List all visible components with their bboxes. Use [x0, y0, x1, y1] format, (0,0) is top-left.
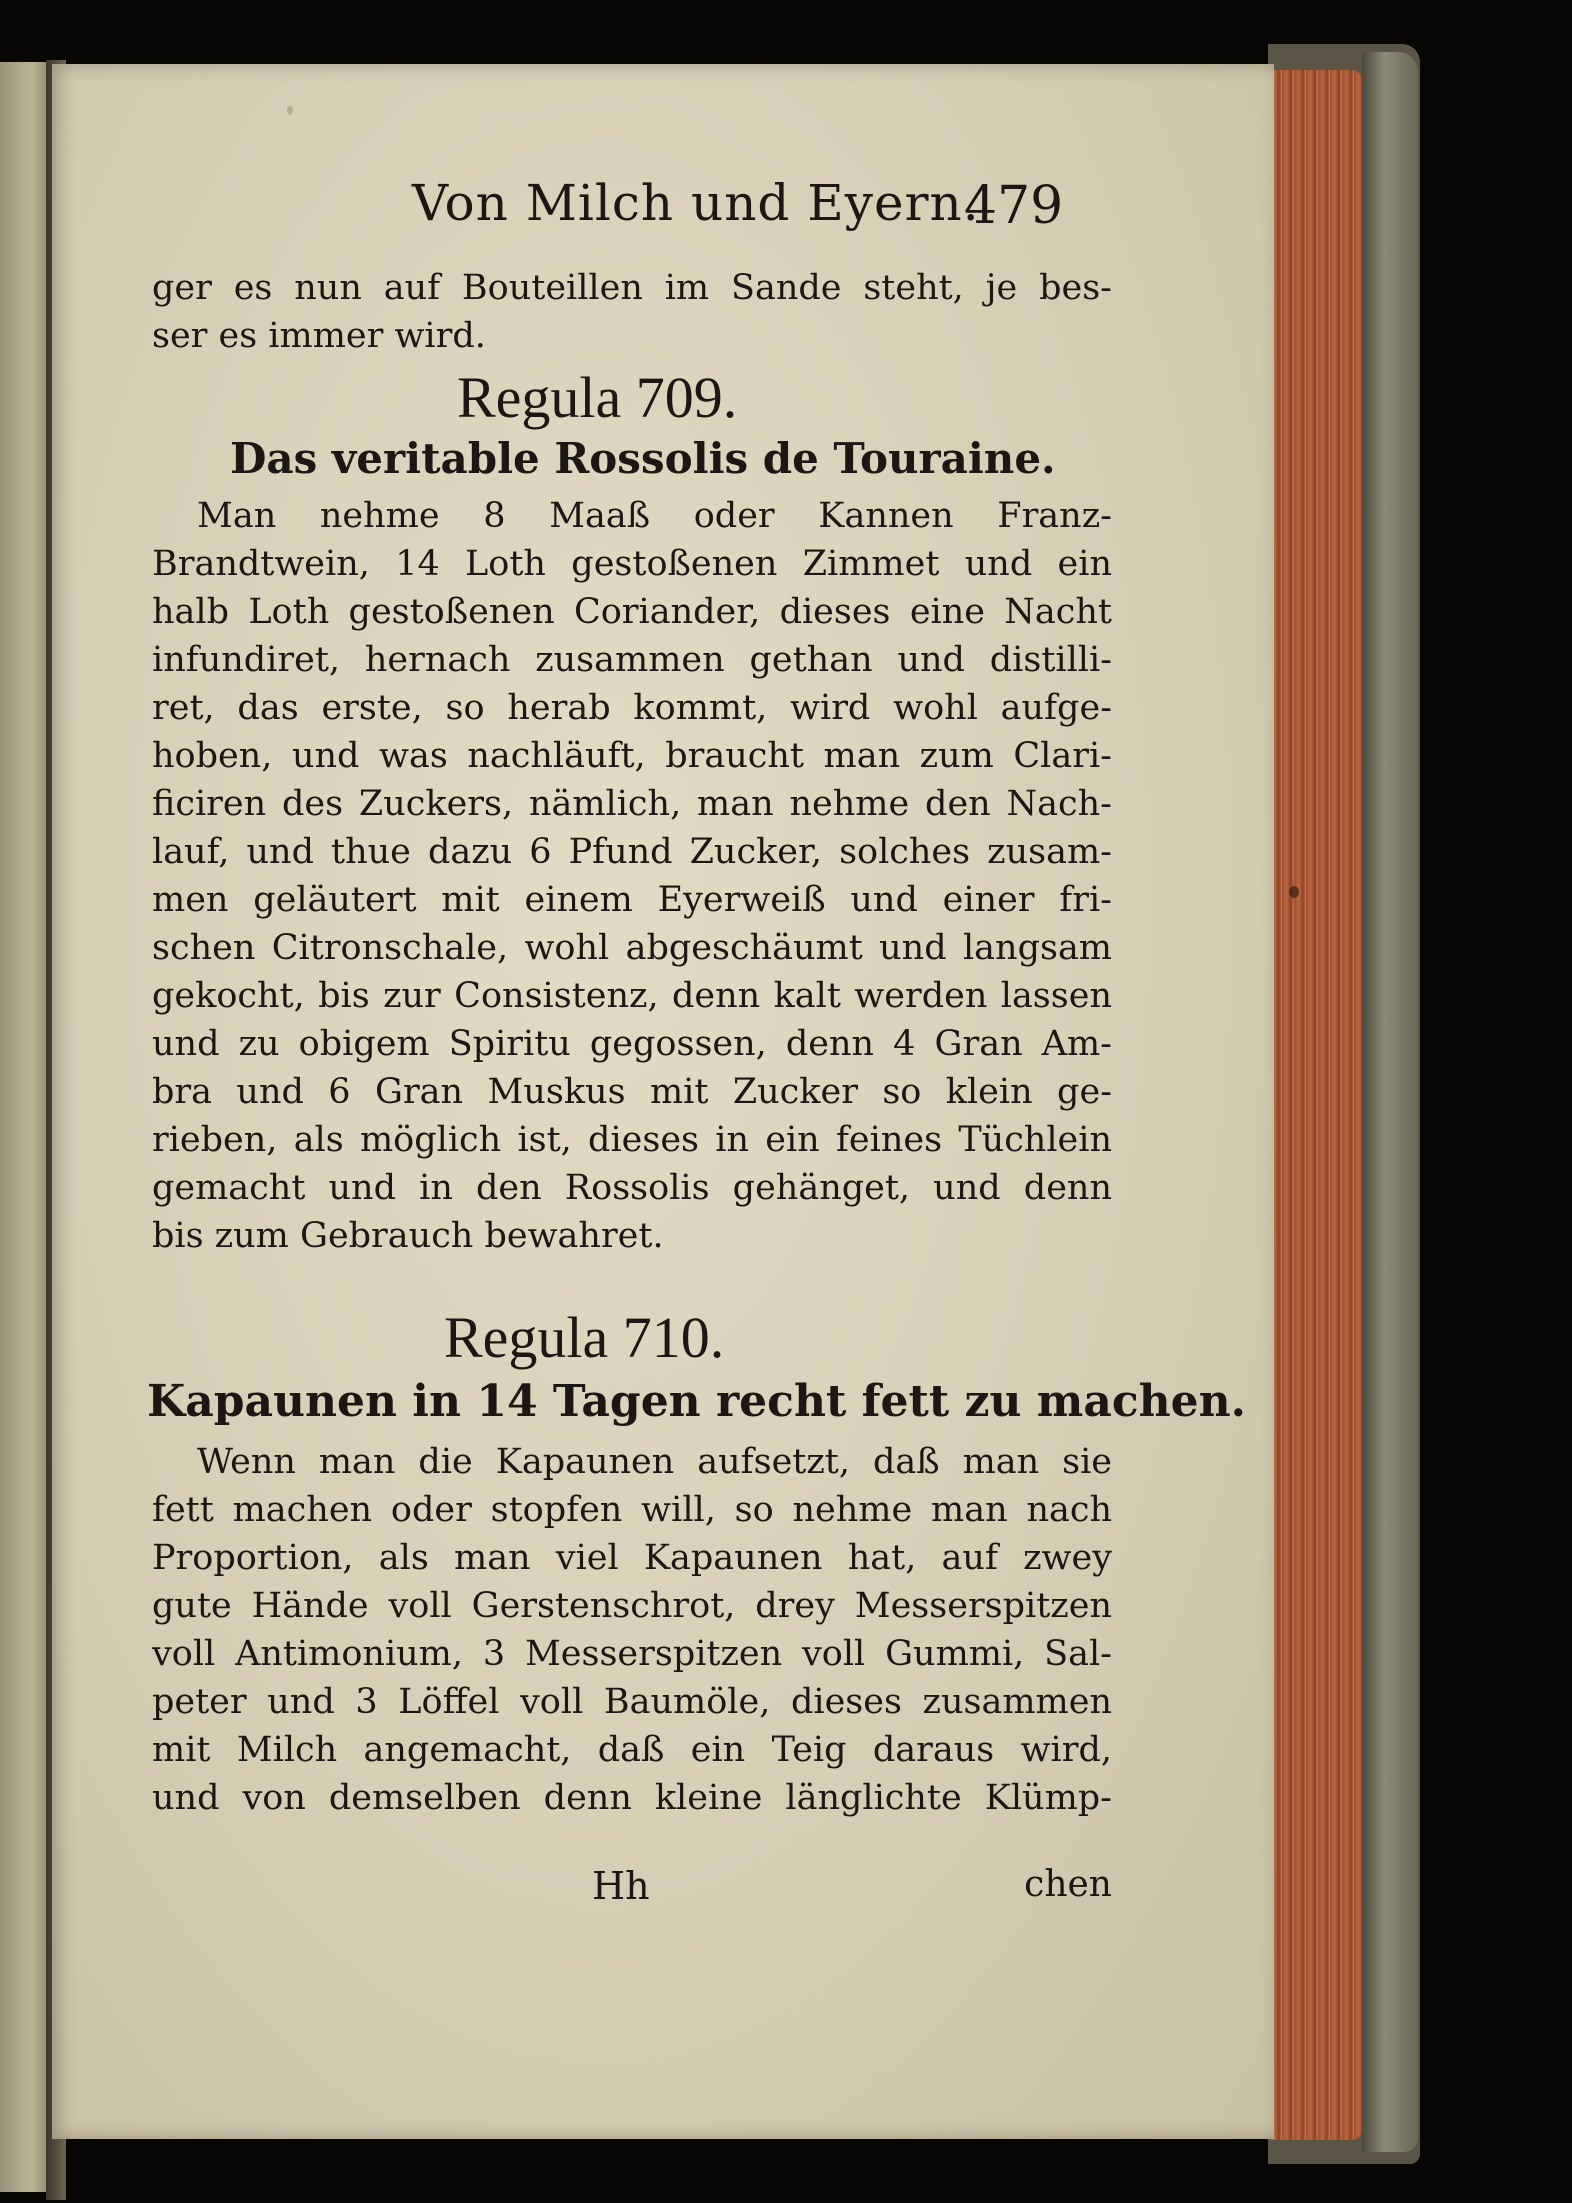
text-line: schen Citronschale, wohl abgeschäumt und langsam — [152, 928, 1112, 968]
rule-title: Kapaunen in 14 Tagen recht fett zu machen. — [147, 1376, 1246, 1427]
text-line: bra und 6 Gran Muskus mit Zucker so klein ge- — [152, 1072, 1112, 1112]
text-line: Wenn man die Kapaunen aufsetzt, daß man sie — [197, 1442, 1112, 1482]
catchword: chen — [1024, 1864, 1112, 1905]
text-line: Man nehme 8 Maaß oder Kannen Franz- — [197, 496, 1112, 536]
text-line: fett machen oder stopfen will, so nehme man nach — [152, 1490, 1112, 1530]
signature-mark: Hh — [592, 1864, 650, 1908]
text-line: ficiren des Zuckers, nämlich, man nehme den Nach- — [152, 784, 1112, 824]
text-line: rieben, als möglich ist, dieses in ein feines Tüchlein — [152, 1120, 1112, 1160]
text-line: Brandtwein, 14 Loth gestoßenen Zimmet und ein — [152, 544, 1112, 584]
paper-spot — [1289, 886, 1299, 898]
book-cover-edge — [1362, 52, 1418, 2152]
rule-heading: Regula 710. — [444, 1305, 725, 1370]
text-line: und von demselben denn kleine länglichte Klümp- — [152, 1778, 1112, 1818]
text-line: lauf, und thue dazu 6 Pfund Zucker, solches zusam- — [152, 832, 1112, 872]
text-line: gekocht, bis zur Consistenz, denn kalt werden lassen — [152, 976, 1112, 1016]
page-number: 479 — [964, 176, 1064, 236]
facing-page-edge — [0, 62, 52, 2192]
rule-title: Das veritable Rossolis de Touraine. — [230, 434, 1056, 483]
text-line: bis zum Gebrauch bewahret. — [152, 1216, 664, 1256]
text-line: gemacht und in den Rossolis gehänget, und denn — [152, 1168, 1112, 1208]
text-line: gute Hände voll Gerstenschrot, drey Messerspitzen — [152, 1586, 1112, 1626]
text-line: peter und 3 Löffel voll Baumöle, dieses zusammen — [152, 1682, 1112, 1722]
text-line: ger es nun auf Bouteillen im Sande steht, je bes- — [152, 268, 1112, 308]
book-page — [52, 64, 1274, 2139]
running-head: Von Milch und Eyern. — [412, 174, 980, 232]
text-line: ret, das erste, so herab kommt, wird wohl aufge- — [152, 688, 1112, 728]
red-page-edges — [1270, 70, 1362, 2140]
text-line: Proportion, als man viel Kapaunen hat, auf zwey — [152, 1538, 1112, 1578]
text-line: hoben, und was nachläuft, braucht man zum Clari- — [152, 736, 1112, 776]
page-footer — [152, 1864, 1112, 1920]
text-line: halb Loth gestoßenen Coriander, dieses eine Nacht — [152, 592, 1112, 632]
text-line: men geläutert mit einem Eyerweiß und einer fri- — [152, 880, 1112, 920]
text-line: voll Antimonium, 3 Messerspitzen voll Gummi, Sal- — [152, 1634, 1112, 1674]
paper-spot — [287, 106, 293, 115]
text-line: infundiret, hernach zusammen gethan und distilli- — [152, 640, 1112, 680]
rule-heading: Regula 709. — [457, 365, 738, 430]
text-line: und zu obigem Spiritu gegossen, denn 4 Gran Am- — [152, 1024, 1112, 1064]
text-line: mit Milch angemacht, daß ein Teig daraus wird, — [152, 1730, 1112, 1770]
text-line: ser es immer wird. — [152, 316, 486, 356]
